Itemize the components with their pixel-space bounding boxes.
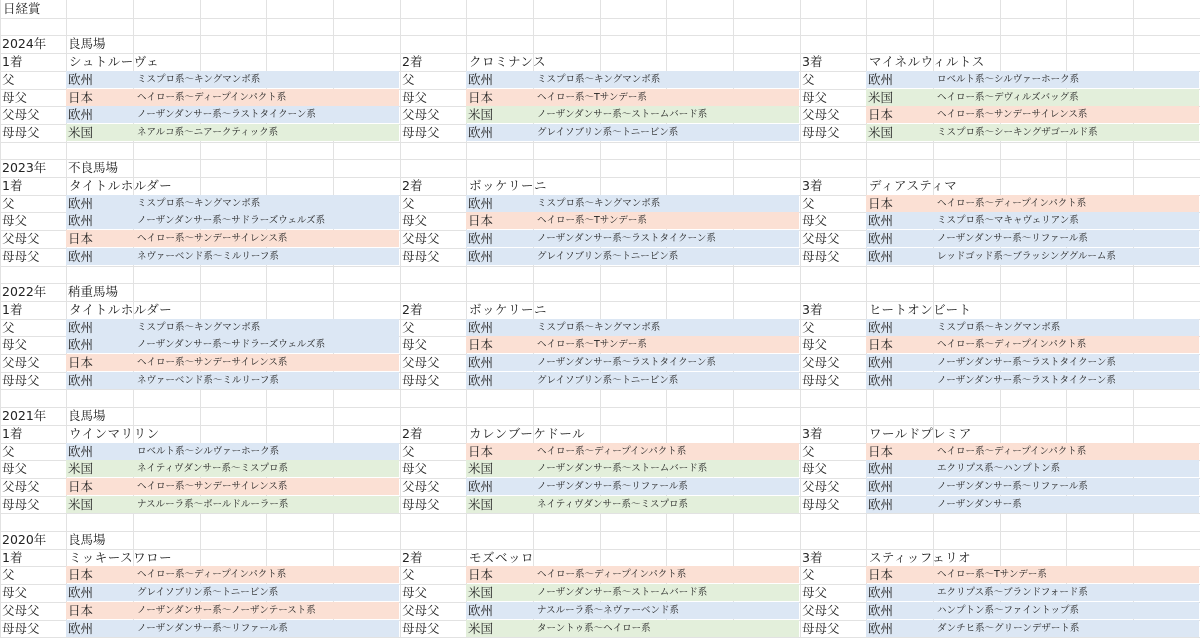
sire-line[interactable]: ノーザンダンサー系～ラストタイクーン系: [937, 375, 1116, 386]
sire-line[interactable]: ミスプロ系～キングマンボ系: [537, 74, 661, 85]
pedigree-relation[interactable]: 母父: [402, 213, 428, 228]
horse-name[interactable]: ワールドプレミア: [869, 426, 972, 441]
pedigree-region[interactable]: 日本: [68, 355, 94, 370]
pedigree-relation[interactable]: 母父: [402, 90, 428, 105]
horse-name[interactable]: カレンブーケドール: [469, 426, 586, 441]
finish-rank[interactable]: 1着: [2, 178, 23, 193]
finish-rank[interactable]: 2着: [402, 178, 423, 193]
sire-line[interactable]: ヘイロー系～Tサンデー系: [537, 215, 647, 226]
sire-line[interactable]: ノーザンダンサー系～ラストタイクーン系: [537, 357, 716, 368]
pedigree-relation[interactable]: 母母父: [802, 125, 840, 140]
pedigree-relation[interactable]: 父: [802, 567, 815, 582]
pedigree-relation[interactable]: 母母父: [402, 125, 440, 140]
pedigree-relation[interactable]: 母父: [2, 90, 28, 105]
sire-line[interactable]: エクリプス系～ブランドフォード系: [937, 587, 1088, 598]
pedigree-region[interactable]: 日本: [68, 231, 94, 246]
pedigree-region[interactable]: 欧州: [868, 603, 894, 618]
track-condition[interactable]: 良馬場: [68, 36, 106, 51]
pedigree-relation[interactable]: 父母父: [802, 231, 840, 246]
pedigree-region[interactable]: 欧州: [468, 196, 494, 211]
pedigree-region[interactable]: 欧州: [868, 373, 894, 388]
pedigree-region[interactable]: 欧州: [868, 497, 894, 512]
pedigree-relation[interactable]: 母母父: [802, 373, 840, 388]
pedigree-region[interactable]: 日本: [468, 444, 494, 459]
pedigree-relation[interactable]: 父母父: [802, 107, 840, 122]
pedigree-region[interactable]: 欧州: [868, 72, 894, 87]
pedigree-region[interactable]: 日本: [468, 337, 494, 352]
sire-line[interactable]: ノーザンダンサー系～ノーザンテースト系: [137, 605, 316, 616]
horse-name[interactable]: ウインマリリン: [69, 426, 160, 441]
sire-line[interactable]: ネイティヴダンサー系～ミスプロ系: [537, 499, 689, 510]
pedigree-relation[interactable]: 父母父: [402, 479, 440, 494]
pedigree-region[interactable]: 日本: [468, 90, 494, 105]
pedigree-region[interactable]: 欧州: [868, 585, 894, 600]
track-condition[interactable]: 不良馬場: [68, 160, 119, 175]
pedigree-region[interactable]: 日本: [68, 479, 94, 494]
pedigree-region[interactable]: 米国: [468, 585, 494, 600]
sire-line[interactable]: ヘイロー系～サンデーサイレンス系: [137, 357, 288, 368]
pedigree-relation[interactable]: 父母父: [2, 355, 40, 370]
pedigree-region[interactable]: 米国: [868, 125, 894, 140]
pedigree-relation[interactable]: 父: [2, 320, 15, 335]
horse-name[interactable]: モズベッロ: [469, 550, 535, 565]
grid-row-line: [0, 389, 1200, 390]
pedigree-relation[interactable]: 父: [402, 72, 415, 87]
sire-line[interactable]: ミスプロ系～マキャヴェリアン系: [937, 215, 1079, 226]
year-label[interactable]: 2020年: [2, 532, 47, 547]
sire-line[interactable]: ヘイロー系～ディープインパクト系: [137, 569, 287, 580]
year-label[interactable]: 2023年: [2, 160, 47, 175]
pedigree-relation[interactable]: 母父: [802, 585, 828, 600]
finish-rank[interactable]: 1着: [2, 550, 23, 565]
pedigree-region[interactable]: 欧州: [468, 249, 494, 264]
pedigree-region[interactable]: 欧州: [868, 461, 894, 476]
pedigree-region[interactable]: 欧州: [68, 444, 94, 459]
pedigree-region[interactable]: 米国: [68, 461, 94, 476]
grid-row-line: [0, 266, 1200, 267]
sire-line[interactable]: ノーザンダンサー系～ストームバード系: [537, 109, 708, 120]
pedigree-region[interactable]: 欧州: [468, 72, 494, 87]
pedigree-relation[interactable]: 父: [802, 444, 815, 459]
pedigree-relation[interactable]: 父母父: [802, 603, 840, 618]
sire-line[interactable]: ノーザンダンサー系: [937, 499, 1022, 510]
pedigree-relation[interactable]: 父: [2, 196, 15, 211]
pedigree-region[interactable]: 日本: [468, 213, 494, 228]
track-condition[interactable]: 良馬場: [68, 408, 106, 423]
finish-rank[interactable]: 3着: [802, 54, 823, 69]
grid-row-line: [0, 513, 1200, 514]
pedigree-region[interactable]: 日本: [68, 90, 94, 105]
pedigree-relation[interactable]: 母父: [802, 213, 828, 228]
sire-line[interactable]: グレイソブリン系～トニービン系: [137, 587, 279, 598]
pedigree-region[interactable]: 米国: [68, 125, 94, 140]
sire-line[interactable]: ダンチヒ系～グリーンデザート系: [937, 623, 1080, 634]
pedigree-region[interactable]: 米国: [868, 90, 894, 105]
pedigree-region[interactable]: 米国: [468, 621, 494, 636]
sheet-title[interactable]: 日経賞: [3, 1, 41, 16]
pedigree-relation[interactable]: 父: [402, 196, 415, 211]
pedigree-region[interactable]: 欧州: [68, 621, 94, 636]
pedigree-region[interactable]: 欧州: [868, 320, 894, 335]
sire-line[interactable]: グレイソブリン系～トニービン系: [537, 251, 679, 262]
sire-line[interactable]: ミスプロ系～キングマンボ系: [137, 198, 261, 209]
sire-line[interactable]: ノーザンダンサー系～リファール系: [537, 481, 688, 492]
sire-line[interactable]: ヘイロー系～ディープインパクト系: [937, 446, 1087, 457]
sire-line[interactable]: ノーザンダンサー系～リファール系: [937, 481, 1088, 492]
pedigree-region[interactable]: 米国: [468, 107, 494, 122]
pedigree-region[interactable]: 欧州: [468, 320, 494, 335]
year-label[interactable]: 2024年: [2, 36, 47, 51]
sire-line[interactable]: ノーザンダンサー系～ラストタイクーン系: [937, 357, 1116, 368]
horse-name[interactable]: ボッケリーニ: [469, 302, 548, 317]
finish-rank[interactable]: 2着: [402, 302, 423, 317]
sire-line[interactable]: ヘイロー系～サンデーサイレンス系: [937, 109, 1088, 120]
sire-line[interactable]: ミスプロ系～キングマンボ系: [537, 322, 661, 333]
finish-rank[interactable]: 2着: [402, 54, 423, 69]
pedigree-relation[interactable]: 母母父: [2, 125, 40, 140]
year-label[interactable]: 2022年: [2, 284, 47, 299]
sire-line[interactable]: エクリプス系～ハンプトン系: [937, 463, 1061, 474]
pedigree-region[interactable]: 欧州: [68, 249, 94, 264]
sire-line[interactable]: ノーザンダンサー系～ストームバード系: [537, 463, 708, 474]
year-label[interactable]: 2021年: [2, 408, 47, 423]
finish-rank[interactable]: 1着: [2, 426, 23, 441]
horse-name[interactable]: タイトルホルダー: [69, 302, 173, 317]
sire-line[interactable]: グレイソブリン系～トニービン系: [537, 375, 679, 386]
grid-row-line: [0, 142, 1200, 143]
sire-line[interactable]: ヘイロー系～ディープインパクト系: [537, 569, 687, 580]
pedigree-relation[interactable]: 母父: [402, 585, 428, 600]
pedigree-relation[interactable]: 母父: [802, 461, 828, 476]
sire-line[interactable]: ヘイロー系～Tサンデー系: [537, 92, 647, 103]
pedigree-region[interactable]: 欧州: [868, 355, 894, 370]
sire-line[interactable]: ヘイロー系～ディープインパクト系: [137, 92, 287, 103]
pedigree-region[interactable]: 欧州: [468, 355, 494, 370]
pedigree-region[interactable]: 欧州: [468, 231, 494, 246]
finish-rank[interactable]: 1着: [2, 54, 23, 69]
sire-line[interactable]: ミスプロ系～キングマンボ系: [937, 322, 1061, 333]
finish-rank[interactable]: 2着: [402, 426, 423, 441]
pedigree-relation[interactable]: 父母父: [2, 231, 40, 246]
pedigree-region[interactable]: 米国: [468, 461, 494, 476]
pedigree-relation[interactable]: 父: [802, 72, 815, 87]
sire-line[interactable]: ロベルト系～シルヴァーホーク系: [937, 74, 1080, 85]
pedigree-region[interactable]: 欧州: [68, 213, 94, 228]
pedigree-relation[interactable]: 母母父: [2, 621, 40, 636]
pedigree-region[interactable]: 欧州: [468, 373, 494, 388]
pedigree-region[interactable]: 日本: [868, 337, 894, 352]
pedigree-region[interactable]: 日本: [68, 567, 94, 582]
sire-line[interactable]: ナスルーラ系～ネヴァーベンド系: [537, 605, 680, 616]
sire-line[interactable]: ネアルコ系～ニアークティック系: [137, 127, 279, 138]
pedigree-region[interactable]: 欧州: [68, 373, 94, 388]
pedigree-region[interactable]: 日本: [868, 196, 894, 211]
grid-row-line: [0, 18, 1200, 19]
horse-name[interactable]: スティッフェリオ: [869, 550, 972, 565]
pedigree-relation[interactable]: 父: [2, 444, 15, 459]
pedigree-region[interactable]: 日本: [68, 603, 94, 618]
sire-line[interactable]: ヘイロー系～Tサンデー系: [937, 569, 1047, 580]
sire-line[interactable]: ネヴァーベンド系～ミルリーフ系: [137, 375, 279, 386]
horse-name[interactable]: タイトルホルダー: [69, 178, 173, 193]
sire-line[interactable]: ノーザンダンサー系～ラストタイクーン系: [537, 233, 716, 244]
pedigree-relation[interactable]: 父: [2, 72, 15, 87]
track-condition[interactable]: 稍重馬場: [68, 284, 119, 299]
horse-name[interactable]: マイネルウィルトス: [869, 54, 985, 69]
finish-rank[interactable]: 3着: [802, 550, 823, 565]
pedigree-region[interactable]: 欧州: [68, 320, 94, 335]
sire-line[interactable]: ヘイロー系～ディープインパクト系: [537, 446, 687, 457]
pedigree-relation[interactable]: 父母父: [802, 355, 840, 370]
sire-line[interactable]: ナスルーラ系～ボールドルーラー系: [137, 499, 289, 510]
pedigree-relation[interactable]: 母母父: [802, 497, 840, 512]
pedigree-relation[interactable]: 母母父: [402, 497, 440, 512]
pedigree-relation[interactable]: 母父: [802, 90, 828, 105]
pedigree-region[interactable]: 欧州: [468, 603, 494, 618]
pedigree-region[interactable]: 日本: [868, 107, 894, 122]
sire-line[interactable]: ノーザンダンサー系～サドラーズウェルズ系: [137, 339, 326, 350]
pedigree-relation[interactable]: 父: [2, 567, 15, 582]
pedigree-relation[interactable]: 父: [802, 320, 815, 335]
horse-name[interactable]: ボッケリーニ: [469, 178, 548, 193]
sire-line[interactable]: ネヴァーベンド系～ミルリーフ系: [137, 251, 279, 262]
pedigree-region[interactable]: 欧州: [868, 621, 894, 636]
pedigree-relation[interactable]: 母母父: [2, 373, 40, 388]
pedigree-region[interactable]: 欧州: [868, 479, 894, 494]
pedigree-relation[interactable]: 母母父: [802, 249, 840, 264]
pedigree-relation[interactable]: 母母父: [402, 373, 440, 388]
finish-rank[interactable]: 2着: [402, 550, 423, 565]
pedigree-region[interactable]: 欧州: [68, 72, 94, 87]
pedigree-relation[interactable]: 母母父: [2, 249, 40, 264]
sire-line[interactable]: ノーザンダンサー系～ラストタイクーン系: [137, 109, 316, 120]
pedigree-region[interactable]: 米国: [68, 497, 94, 512]
pedigree-relation[interactable]: 父: [402, 444, 415, 459]
finish-rank[interactable]: 3着: [802, 426, 823, 441]
sire-line[interactable]: ヘイロー系～サンデーサイレンス系: [137, 233, 288, 244]
finish-rank[interactable]: 3着: [802, 178, 823, 193]
pedigree-region[interactable]: 欧州: [68, 337, 94, 352]
horse-name[interactable]: ディアスティマ: [869, 178, 958, 193]
pedigree-relation[interactable]: 母父: [402, 337, 428, 352]
sire-line[interactable]: ロベルト系～シルヴァーホーク系: [137, 446, 280, 457]
pedigree-relation[interactable]: 母母父: [402, 621, 440, 636]
pedigree-relation[interactable]: 父: [802, 196, 815, 211]
sire-line[interactable]: ハンプトン系～ファイントップ系: [937, 605, 1080, 616]
pedigree-relation[interactable]: 父: [402, 567, 415, 582]
sire-line[interactable]: ミスプロ系～シーキングザゴールド系: [937, 127, 1098, 138]
pedigree-region[interactable]: 日本: [868, 567, 894, 582]
track-condition[interactable]: 良馬場: [68, 532, 106, 547]
pedigree-relation[interactable]: 父: [402, 320, 415, 335]
pedigree-relation[interactable]: 母父: [802, 337, 828, 352]
sire-line[interactable]: ノーザンダンサー系～サドラーズウェルズ系: [137, 215, 326, 226]
pedigree-relation[interactable]: 母父: [402, 461, 428, 476]
pedigree-relation[interactable]: 父母父: [2, 603, 40, 618]
pedigree-region[interactable]: 欧州: [68, 585, 94, 600]
pedigree-relation[interactable]: 父母父: [2, 479, 40, 494]
sire-line[interactable]: レッドゴッド系～ブラッシンググルーム系: [937, 251, 1116, 262]
pedigree-region[interactable]: 欧州: [468, 479, 494, 494]
pedigree-region[interactable]: 欧州: [68, 196, 94, 211]
pedigree-relation[interactable]: 母母父: [402, 249, 440, 264]
sire-line[interactable]: ノーザンダンサー系～リファール系: [137, 623, 288, 634]
sire-line[interactable]: ヘイロー系～サンデーサイレンス系: [137, 481, 288, 492]
sire-line[interactable]: ヘイロー系～デヴィルズバッグ系: [937, 92, 1079, 103]
finish-rank[interactable]: 3着: [802, 302, 823, 317]
pedigree-relation[interactable]: 父母父: [402, 107, 440, 122]
pedigree-relation[interactable]: 母父: [2, 337, 28, 352]
pedigree-region[interactable]: 米国: [468, 497, 494, 512]
horse-name[interactable]: クロミナンス: [469, 54, 547, 69]
sire-line[interactable]: ミスプロ系～キングマンボ系: [137, 74, 261, 85]
sire-line[interactable]: ミスプロ系～キングマンボ系: [537, 198, 661, 209]
pedigree-relation[interactable]: 父母父: [402, 231, 440, 246]
sire-line[interactable]: ヘイロー系～ディープインパクト系: [937, 339, 1087, 350]
pedigree-relation[interactable]: 父母父: [402, 603, 440, 618]
horse-name[interactable]: ミッキースワロー: [69, 550, 173, 565]
finish-rank[interactable]: 1着: [2, 302, 23, 317]
pedigree-relation[interactable]: 母父: [2, 461, 28, 476]
horse-name[interactable]: シュトルーヴェ: [69, 54, 160, 69]
pedigree-relation[interactable]: 母父: [2, 213, 28, 228]
sire-line[interactable]: ノーザンダンサー系～ストームバード系: [537, 587, 708, 598]
pedigree-region[interactable]: 欧州: [868, 213, 894, 228]
sire-line[interactable]: ミスプロ系～キングマンボ系: [137, 322, 261, 333]
pedigree-region[interactable]: 日本: [868, 444, 894, 459]
pedigree-relation[interactable]: 母母父: [802, 621, 840, 636]
sire-line[interactable]: グレイソブリン系～トニービン系: [537, 127, 679, 138]
pedigree-relation[interactable]: 父母父: [2, 107, 40, 122]
sire-line[interactable]: ノーザンダンサー系～リファール系: [937, 233, 1088, 244]
pedigree-region[interactable]: 欧州: [868, 249, 894, 264]
pedigree-relation[interactable]: 父母父: [402, 355, 440, 370]
pedigree-relation[interactable]: 父母父: [802, 479, 840, 494]
pedigree-relation[interactable]: 母父: [2, 585, 28, 600]
horse-name[interactable]: ヒートオンビート: [869, 302, 972, 317]
pedigree-region[interactable]: 日本: [468, 567, 494, 582]
sire-line[interactable]: ヘイロー系～Tサンデー系: [537, 339, 647, 350]
sire-line[interactable]: ネイティヴダンサー系～ミスプロ系: [137, 463, 289, 474]
sire-line[interactable]: ヘイロー系～ディープインパクト系: [937, 198, 1087, 209]
pedigree-region[interactable]: 欧州: [468, 125, 494, 140]
pedigree-relation[interactable]: 母母父: [2, 497, 40, 512]
pedigree-region[interactable]: 欧州: [68, 107, 94, 122]
sire-line[interactable]: ターントゥ系～ヘイロー系: [537, 623, 651, 634]
pedigree-region[interactable]: 欧州: [868, 231, 894, 246]
